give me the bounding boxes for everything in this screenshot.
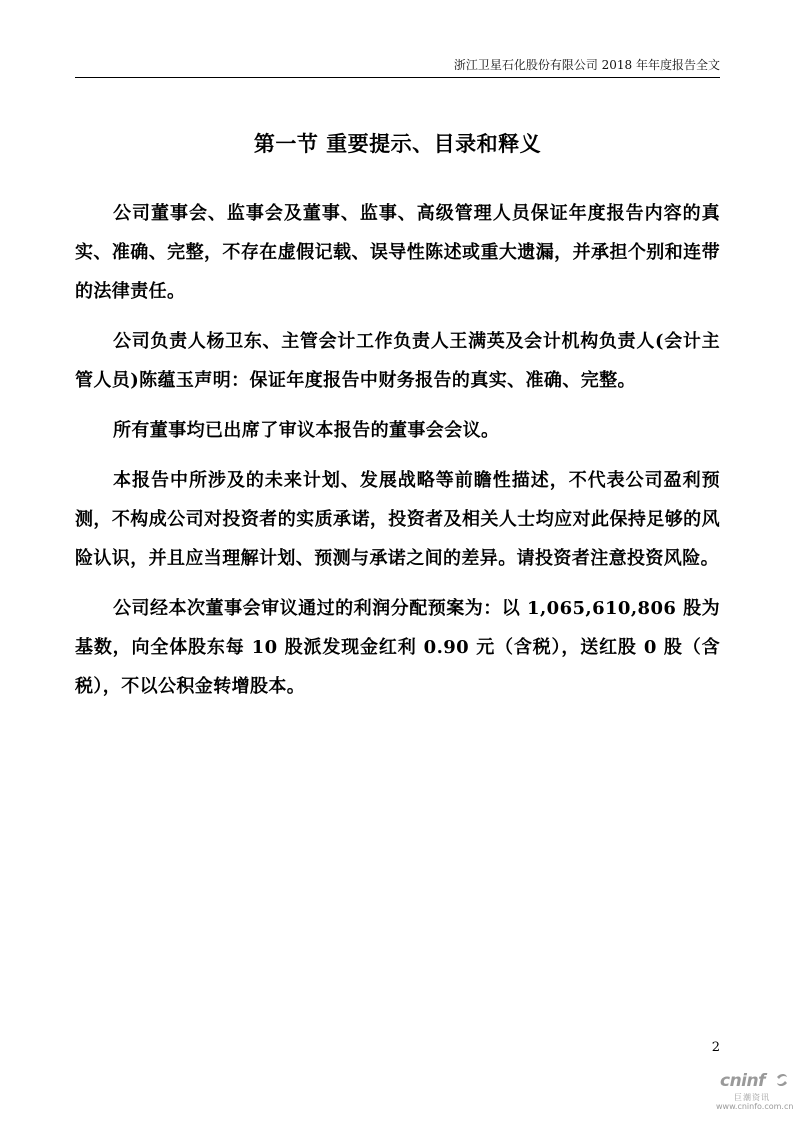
cninfo-swirl-icon [774,1072,790,1092]
report-header: 浙江卫星石化股份有限公司 2018 年年度报告全文 [453,58,720,72]
paragraph-directors-attendance: 所有董事均已出席了审议本报告的董事会会议。 [113,420,500,441]
paragraph-forward-looking: 本报告中所涉及的未来计划、发展战略等前瞻性描述，不代表公司盈利预测，不构成公司对投资者的实质承诺，投资者及相关人士均应对此保持足够的风险认识，并且应当理解计划、预测与承诺之间的差异。请投资者注意投资风险。 [75,470,720,569]
cninfo-watermark [712,1068,792,1118]
paragraph-profit-distribution: 公司经本次董事会审议通过的利润分配预案为：以 1,065,610,806 股为基数，向全体股东每 10 股派发现金红利 0.90 元（含税），送红股 0 股（含税），不以公积金转增股本。 [75,598,720,697]
paragraph-responsible-persons: 公司负责人杨卫东、主管会计工作负责人王满英及会计机构负责人(会计主管人员)陈蕴玉声明：保证年度报告中财务报告的真实、准确、完整。 [75,331,720,391]
page-number: 2 [711,1040,720,1055]
section-body [75,194,720,717]
paragraph-board-guarantee: 公司董事会、监事会及董事、监事、高级管理人员保证年度报告内容的真实、准确、完整，不存在虚假记载、误导性陈述或重大遗漏，并承担个别和连带的法律责任。 [75,203,720,302]
header-divider [75,77,720,78]
watermark-logo-text: cninf [720,1071,766,1091]
section-title: 第一节 重要提示、目录和释义 [253,131,542,156]
watermark-url: www.cninfo.com.cn [716,1102,793,1111]
watermark-cn-text: 巨潮资讯 [734,1093,770,1102]
